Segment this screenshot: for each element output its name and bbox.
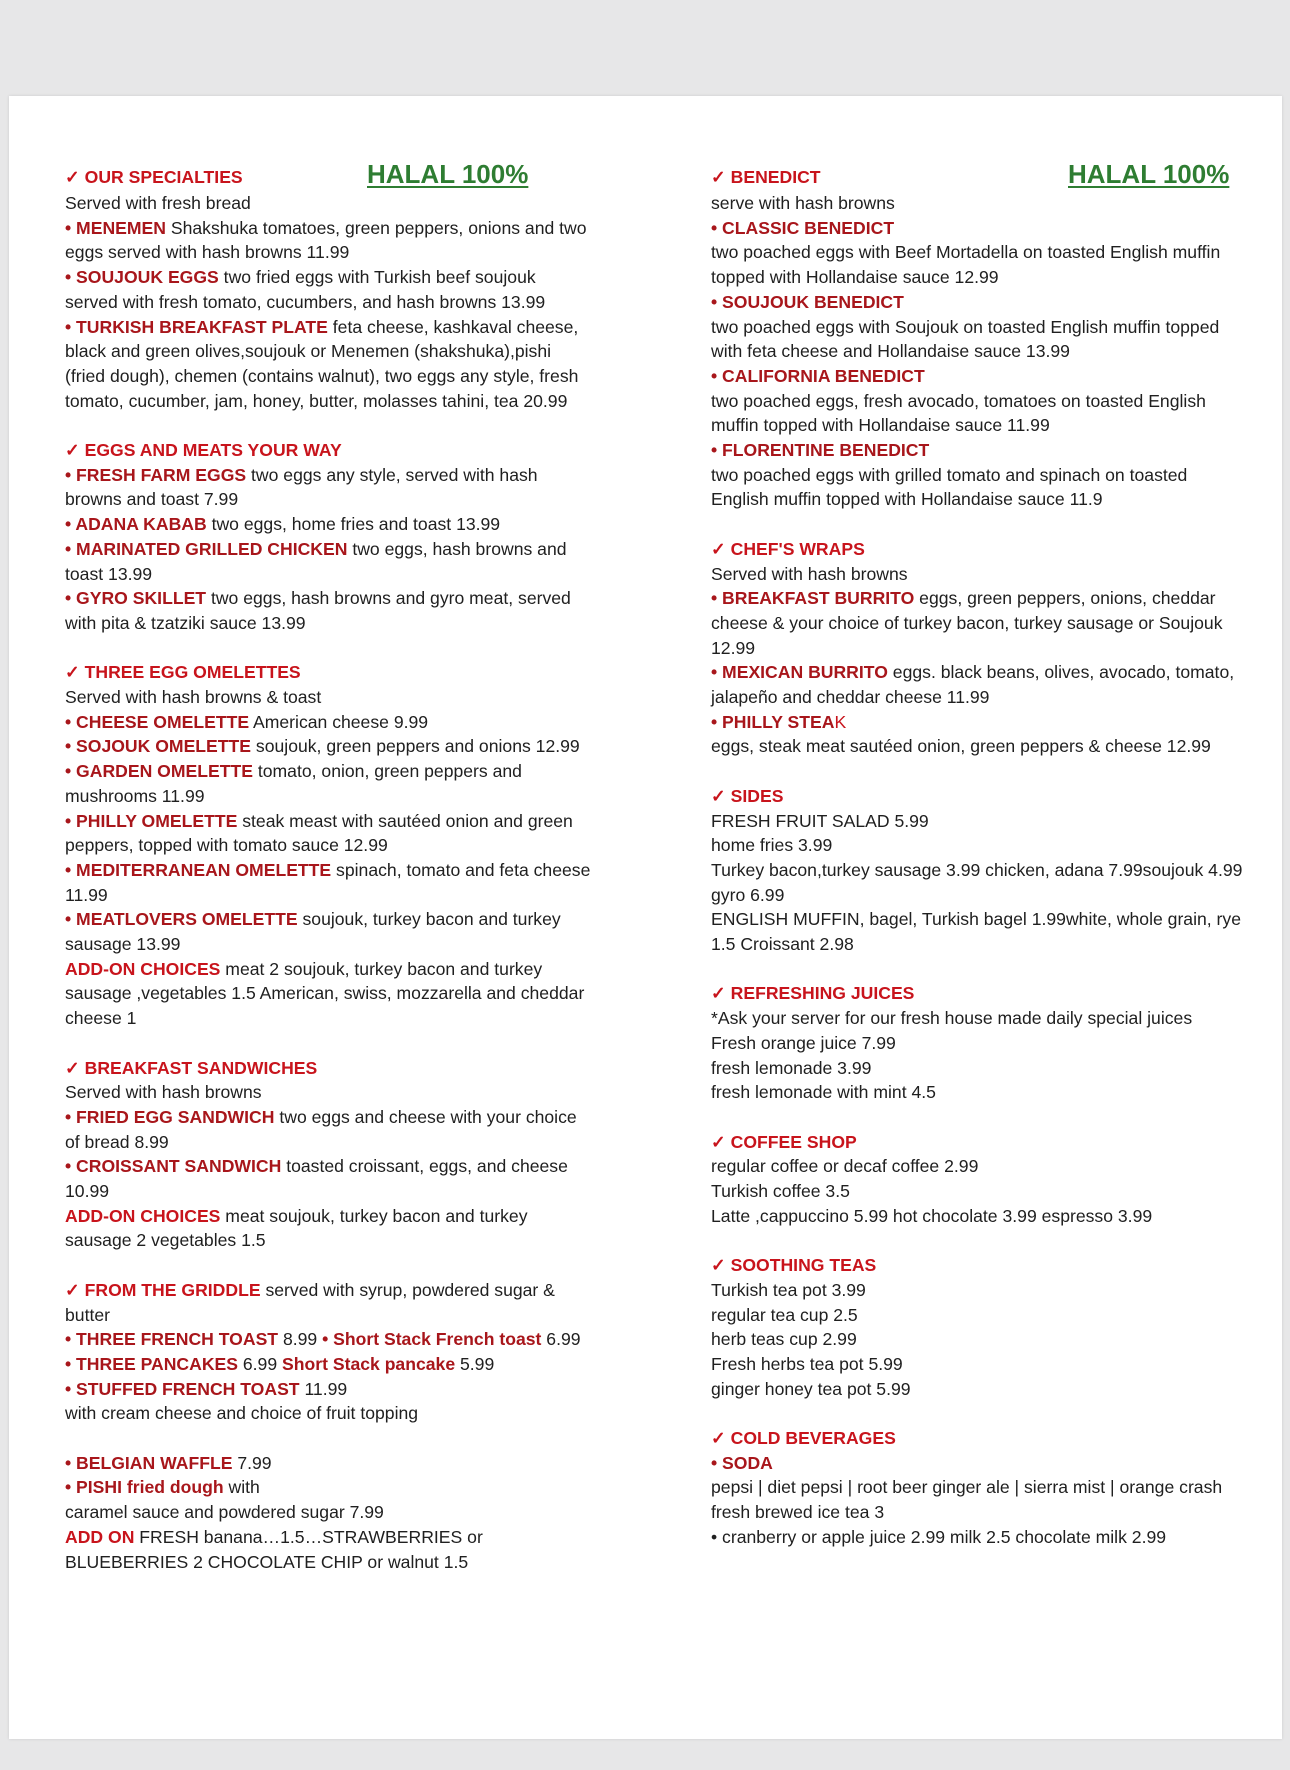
item-desc: eggs. black beans, olives, avocado, tomato,	[887, 662, 1235, 683]
benedict-header	[711, 159, 1281, 191]
item-name: • MEATLOVERS OMELETTE	[65, 909, 298, 930]
list-item: herb teas cup 2.99	[711, 1329, 857, 1350]
list-item: ENGLISH MUFFIN, bagel, Turkish bagel 1.99white, whole grain, rye	[711, 909, 1241, 930]
item-desc-line: two poached eggs with Soujouk on toasted English muffin topped	[711, 316, 1220, 337]
list-item: • cranberry or apple juice 2.99 milk 2.5 chocolate milk 2.99	[711, 1526, 1167, 1547]
list-item: regular tea cup 2.5	[711, 1304, 858, 1325]
section-title-griddle: ✓ FROM THE GRIDDLE	[65, 1279, 261, 1300]
item-desc-line: jalapeño and cheddar cheese 11.99	[711, 687, 990, 708]
item-desc-line: mushrooms 11.99	[65, 785, 205, 806]
item-price: 8.99	[278, 1329, 323, 1350]
list-item: Fresh orange juice 7.99	[711, 1032, 896, 1053]
halal-badge: HALAL 100%	[1068, 159, 1230, 189]
item-desc-line: toast 13.99	[65, 563, 153, 584]
add-on-desc: meat soujouk, turkey bacon and turkey	[220, 1205, 528, 1226]
list-item: regular coffee or decaf coffee 2.99	[711, 1156, 979, 1177]
menu-item-meatlovers-omelette	[65, 907, 665, 932]
item-desc-line: two poached eggs with grilled tomato and spinach on toasted	[711, 464, 1188, 485]
item-desc-line: BLUEBERRIES 2 CHOCOLATE CHIP or walnut 1.5	[65, 1551, 469, 1572]
section-title-sandwiches: ✓ BREAKFAST SANDWICHES	[65, 1057, 318, 1078]
section-title-omelettes: ✓ THREE EGG OMELETTES	[65, 662, 301, 683]
item-desc-line: of bread 8.99	[65, 1131, 169, 1152]
item-name: • CROISSANT SANDWICH	[65, 1156, 282, 1177]
add-on-label: ADD-ON CHOICES	[65, 958, 221, 979]
list-item: Latte ,cappuccino 5.99 hot chocolate 3.99 espresso 3.99	[711, 1205, 1153, 1226]
item-price: 6.99	[541, 1329, 581, 1350]
item-desc: two fried eggs with Turkish beef soujouk	[218, 267, 536, 288]
item-desc-line: sausage ,vegetables 1.5 American, swiss, mozzarella and cheddar	[65, 983, 585, 1004]
item-desc-line: peppers, topped with tomato sauce 12.99	[65, 835, 388, 856]
item-desc-line: eggs served with hash browns 11.99	[65, 242, 350, 263]
item-desc-line: with cream cheese and choice of fruit topping	[65, 1403, 419, 1424]
item-desc-line: butter	[65, 1304, 110, 1325]
menu-item-classic-benedict: • CLASSIC BENEDICT	[711, 217, 895, 238]
list-item: ginger honey tea pot 5.99	[711, 1378, 911, 1399]
add-on-choices	[65, 1525, 665, 1550]
list-item: 1.5 Croissant 2.98	[711, 934, 854, 955]
item-name: • MENEMEN	[65, 217, 166, 238]
item-name: • PHILLY STEA	[711, 711, 835, 732]
item-desc-line: 11.99	[65, 884, 108, 905]
section-title-coffee: ✓ COFFEE SHOP	[711, 1131, 857, 1152]
item-desc-line: English muffin topped with Hollandaise sauce 11.9	[711, 489, 1103, 510]
item-price: 11.99	[299, 1378, 348, 1399]
item-name: • GYRO SKILLET	[65, 588, 207, 609]
item-name: • FRIED EGG SANDWICH	[65, 1106, 275, 1127]
menu-item-belgian-waffle	[65, 1451, 665, 1476]
section-title-specialties: ✓ OUR SPECIALTIES	[65, 167, 243, 187]
add-on-label: ADD ON	[65, 1526, 135, 1547]
item-desc: Shakshuka tomatoes, green peppers, onions and two	[165, 217, 587, 238]
section-title-teas: ✓ SOOTHING TEAS	[711, 1255, 877, 1276]
menu-item-cheese-omelette	[65, 710, 665, 735]
add-on-desc: meat 2 soujouk, turkey bacon and turkey	[220, 958, 543, 979]
item-desc: two eggs, hash browns and	[347, 538, 567, 559]
menu-item-philly-omelette	[65, 809, 665, 834]
item-desc: with	[223, 1477, 260, 1498]
item-desc: soujouk, green peppers and onions 12.99	[251, 736, 580, 757]
section-title-wraps: ✓ CHEF'S WRAPS	[711, 538, 865, 559]
item-desc-line: browns and toast 7.99	[65, 489, 239, 510]
section-title-eggs-meats: ✓ EGGS AND MEATS YOUR WAY	[65, 440, 342, 461]
item-name: • Short Stack French toast	[322, 1329, 542, 1350]
section-note: Served with hash browns & toast	[65, 687, 322, 708]
menu-item-french-toast	[65, 1327, 665, 1352]
item-desc-line: two poached eggs with Beef Mortadella on toasted English muffin	[711, 242, 1221, 263]
item-desc-line: two poached eggs, fresh avocado, tomatoes on toasted English	[711, 390, 1206, 411]
item-desc-line: with pita & tzatziki sauce 13.99	[65, 612, 306, 633]
menu-item-sojouk-omelette	[65, 734, 665, 759]
menu-item-soda: • SODA	[711, 1452, 773, 1473]
specialties-header	[65, 159, 665, 191]
item-price: 7.99	[232, 1452, 272, 1473]
item-desc-line: tomato, cucumber, jam, honey, butter, molasses tahini, tea 20.99	[65, 390, 568, 411]
item-name: • THREE FRENCH TOAST	[65, 1329, 279, 1350]
menu-item-pancakes	[65, 1352, 665, 1377]
list-item: *Ask your server for our fresh house made daily special juices	[711, 1008, 1193, 1029]
section-title-sides: ✓ SIDES	[711, 785, 784, 806]
add-on-desc: FRESH banana…1.5…STRAWBERRIES or	[134, 1526, 483, 1547]
item-desc-line: eggs, steak meat sautéed onion, green peppers & cheese 12.99	[711, 736, 1211, 757]
menu-item-stuffed-french-toast	[65, 1377, 665, 1402]
item-price: 5.99	[455, 1353, 495, 1374]
list-item: fresh lemonade 3.99	[711, 1057, 872, 1078]
menu-item-florentine-benedict: • FLORENTINE BENEDICT	[711, 440, 930, 461]
menu-item-grilled-chicken	[65, 537, 665, 562]
item-name: • STUFFED FRENCH TOAST	[65, 1378, 300, 1399]
section-desc: served with syrup, powdered sugar &	[260, 1279, 555, 1300]
item-price: 6.99	[238, 1353, 283, 1374]
menu-item-pishi	[65, 1475, 665, 1500]
list-item: fresh lemonade with mint 4.5	[711, 1082, 936, 1103]
menu-item-philly-steak	[711, 710, 1281, 735]
item-desc-line: cheese 1	[65, 1008, 137, 1029]
item-name: • FRESH FARM EGGS	[65, 464, 247, 485]
section-title-benedict: ✓ BENEDICT	[711, 167, 821, 187]
list-item: pepsi | diet pepsi | root beer ginger ale | sierra mist | orange crash	[711, 1477, 1223, 1498]
item-desc-line: black and green olives,soujouk or Menemen (shakshuka),pishi	[65, 341, 552, 362]
item-desc-line: 10.99	[65, 1181, 110, 1202]
item-name: • CHEESE OMELETTE	[65, 711, 250, 732]
right-column	[711, 159, 1281, 1550]
list-item: Fresh herbs tea pot 5.99	[711, 1353, 903, 1374]
item-desc-line: (fried dough), chemen (contains walnut), two eggs any style, fresh	[65, 365, 579, 386]
item-name: • PISHI fried dough	[65, 1477, 224, 1498]
menu-item-california-benedict: • CALIFORNIA BENEDICT	[711, 365, 925, 386]
section-note: Served with hash browns	[65, 1082, 262, 1103]
add-on-label: ADD-ON CHOICES	[65, 1205, 221, 1226]
item-name: • THREE PANCAKES	[65, 1353, 238, 1374]
item-name: • BELGIAN WAFFLE	[65, 1452, 233, 1473]
item-name: • GARDEN OMELETTE	[65, 761, 253, 782]
item-desc-line: topped with Hollandaise sauce 12.99	[711, 267, 999, 288]
list-item: Turkish coffee 3.5	[711, 1181, 850, 1202]
item-desc: two eggs any style, served with hash	[246, 464, 538, 485]
halal-badge: HALAL 100%	[367, 159, 529, 189]
item-name-tail: K	[834, 711, 847, 732]
menu-item-soujouk-eggs	[65, 265, 665, 290]
item-name: • MEDITERRANEAN OMELETTE	[65, 859, 332, 880]
menu-item-turkish-breakfast	[65, 315, 665, 340]
menu-item-fried-egg-sandwich	[65, 1105, 665, 1130]
item-desc: two eggs, home fries and toast 13.99	[206, 514, 501, 535]
item-desc-line: served with fresh tomato, cucumbers, and hash browns 13.99	[65, 291, 546, 312]
item-desc: two eggs and cheese with your choice	[274, 1106, 577, 1127]
menu-page	[9, 96, 1282, 1739]
list-item: home fries 3.99	[711, 835, 833, 856]
menu-item-fresh-farm-eggs	[65, 463, 665, 488]
left-column	[65, 159, 665, 1574]
item-name: • BREAKFAST BURRITO	[711, 588, 915, 609]
item-desc: eggs, green peppers, onions, cheddar	[914, 588, 1216, 609]
item-desc-line: muffin topped with Hollandaise sauce 11.99	[711, 415, 1050, 436]
item-name: • SOUJOUK EGGS	[65, 267, 219, 288]
menu-item-mexican-burrito	[711, 660, 1281, 685]
list-item: FRESH FRUIT SALAD 5.99	[711, 810, 929, 831]
item-desc: feta cheese, kashkaval cheese,	[327, 316, 579, 337]
section-title-cold-beverages: ✓ COLD BEVERAGES	[711, 1428, 896, 1449]
menu-item-menemen	[65, 216, 665, 241]
section-note: Served with hash browns	[711, 563, 908, 584]
list-item: gyro 6.99	[711, 884, 785, 905]
menu-item-gyro-skillet	[65, 586, 665, 611]
item-desc: toasted croissant, eggs, and cheese	[281, 1156, 568, 1177]
menu-item-garden-omelette	[65, 759, 665, 784]
section-title-juices: ✓ REFRESHING JUICES	[711, 983, 915, 1004]
item-desc: American cheese 9.99	[249, 711, 429, 732]
item-name: Short Stack pancake	[282, 1353, 456, 1374]
section-griddle-header	[65, 1278, 665, 1303]
item-desc-line: with feta cheese and Hollandaise sauce 13.99	[711, 341, 1070, 362]
item-desc: steak meast with sautéed onion and green	[237, 810, 573, 831]
item-name: • TURKISH BREAKFAST PLATE	[65, 316, 328, 337]
list-item: Turkish tea pot 3.99	[711, 1279, 866, 1300]
list-item: Turkey bacon,turkey sausage 3.99 chicken, adana 7.99soujouk 4.99	[711, 859, 1243, 880]
item-desc: spinach, tomato and feta cheese	[331, 859, 591, 880]
menu-item-mediterranean-omelette	[65, 858, 665, 883]
item-name: • PHILLY OMELETTE	[65, 810, 238, 831]
list-item: fresh brewed ice tea 3	[711, 1502, 885, 1523]
menu-item-soujouk-benedict: • SOUJOUK BENEDICT	[711, 291, 904, 312]
item-desc-line: sausage 13.99	[65, 934, 181, 955]
item-desc-line: caramel sauce and powdered sugar 7.99	[65, 1502, 384, 1523]
item-name: • ADANA KABAB	[65, 514, 207, 535]
section-note: serve with hash browns	[711, 193, 895, 213]
item-desc-line: cheese & your choice of turkey bacon, turkey sausage or Soujouk	[711, 612, 1223, 633]
menu-item-breakfast-burrito	[711, 586, 1281, 611]
menu-item-croissant-sandwich	[65, 1154, 665, 1179]
add-on-choices	[65, 957, 665, 982]
item-desc: soujouk, turkey bacon and turkey	[297, 909, 561, 930]
item-name: • MEXICAN BURRITO	[711, 662, 888, 683]
item-desc-line: sausage 2 vegetables 1.5	[65, 1230, 266, 1251]
menu-item-adana-kabab	[65, 512, 665, 537]
item-desc-line: 12.99	[711, 637, 756, 658]
item-name: • SOJOUK OMELETTE	[65, 736, 252, 757]
item-desc: tomato, onion, green peppers and	[252, 761, 522, 782]
item-name: • MARINATED GRILLED CHICKEN	[65, 538, 348, 559]
section-note: Served with fresh bread	[65, 193, 251, 213]
item-desc: two eggs, hash browns and gyro meat, served	[206, 588, 571, 609]
add-on-choices	[65, 1204, 665, 1229]
